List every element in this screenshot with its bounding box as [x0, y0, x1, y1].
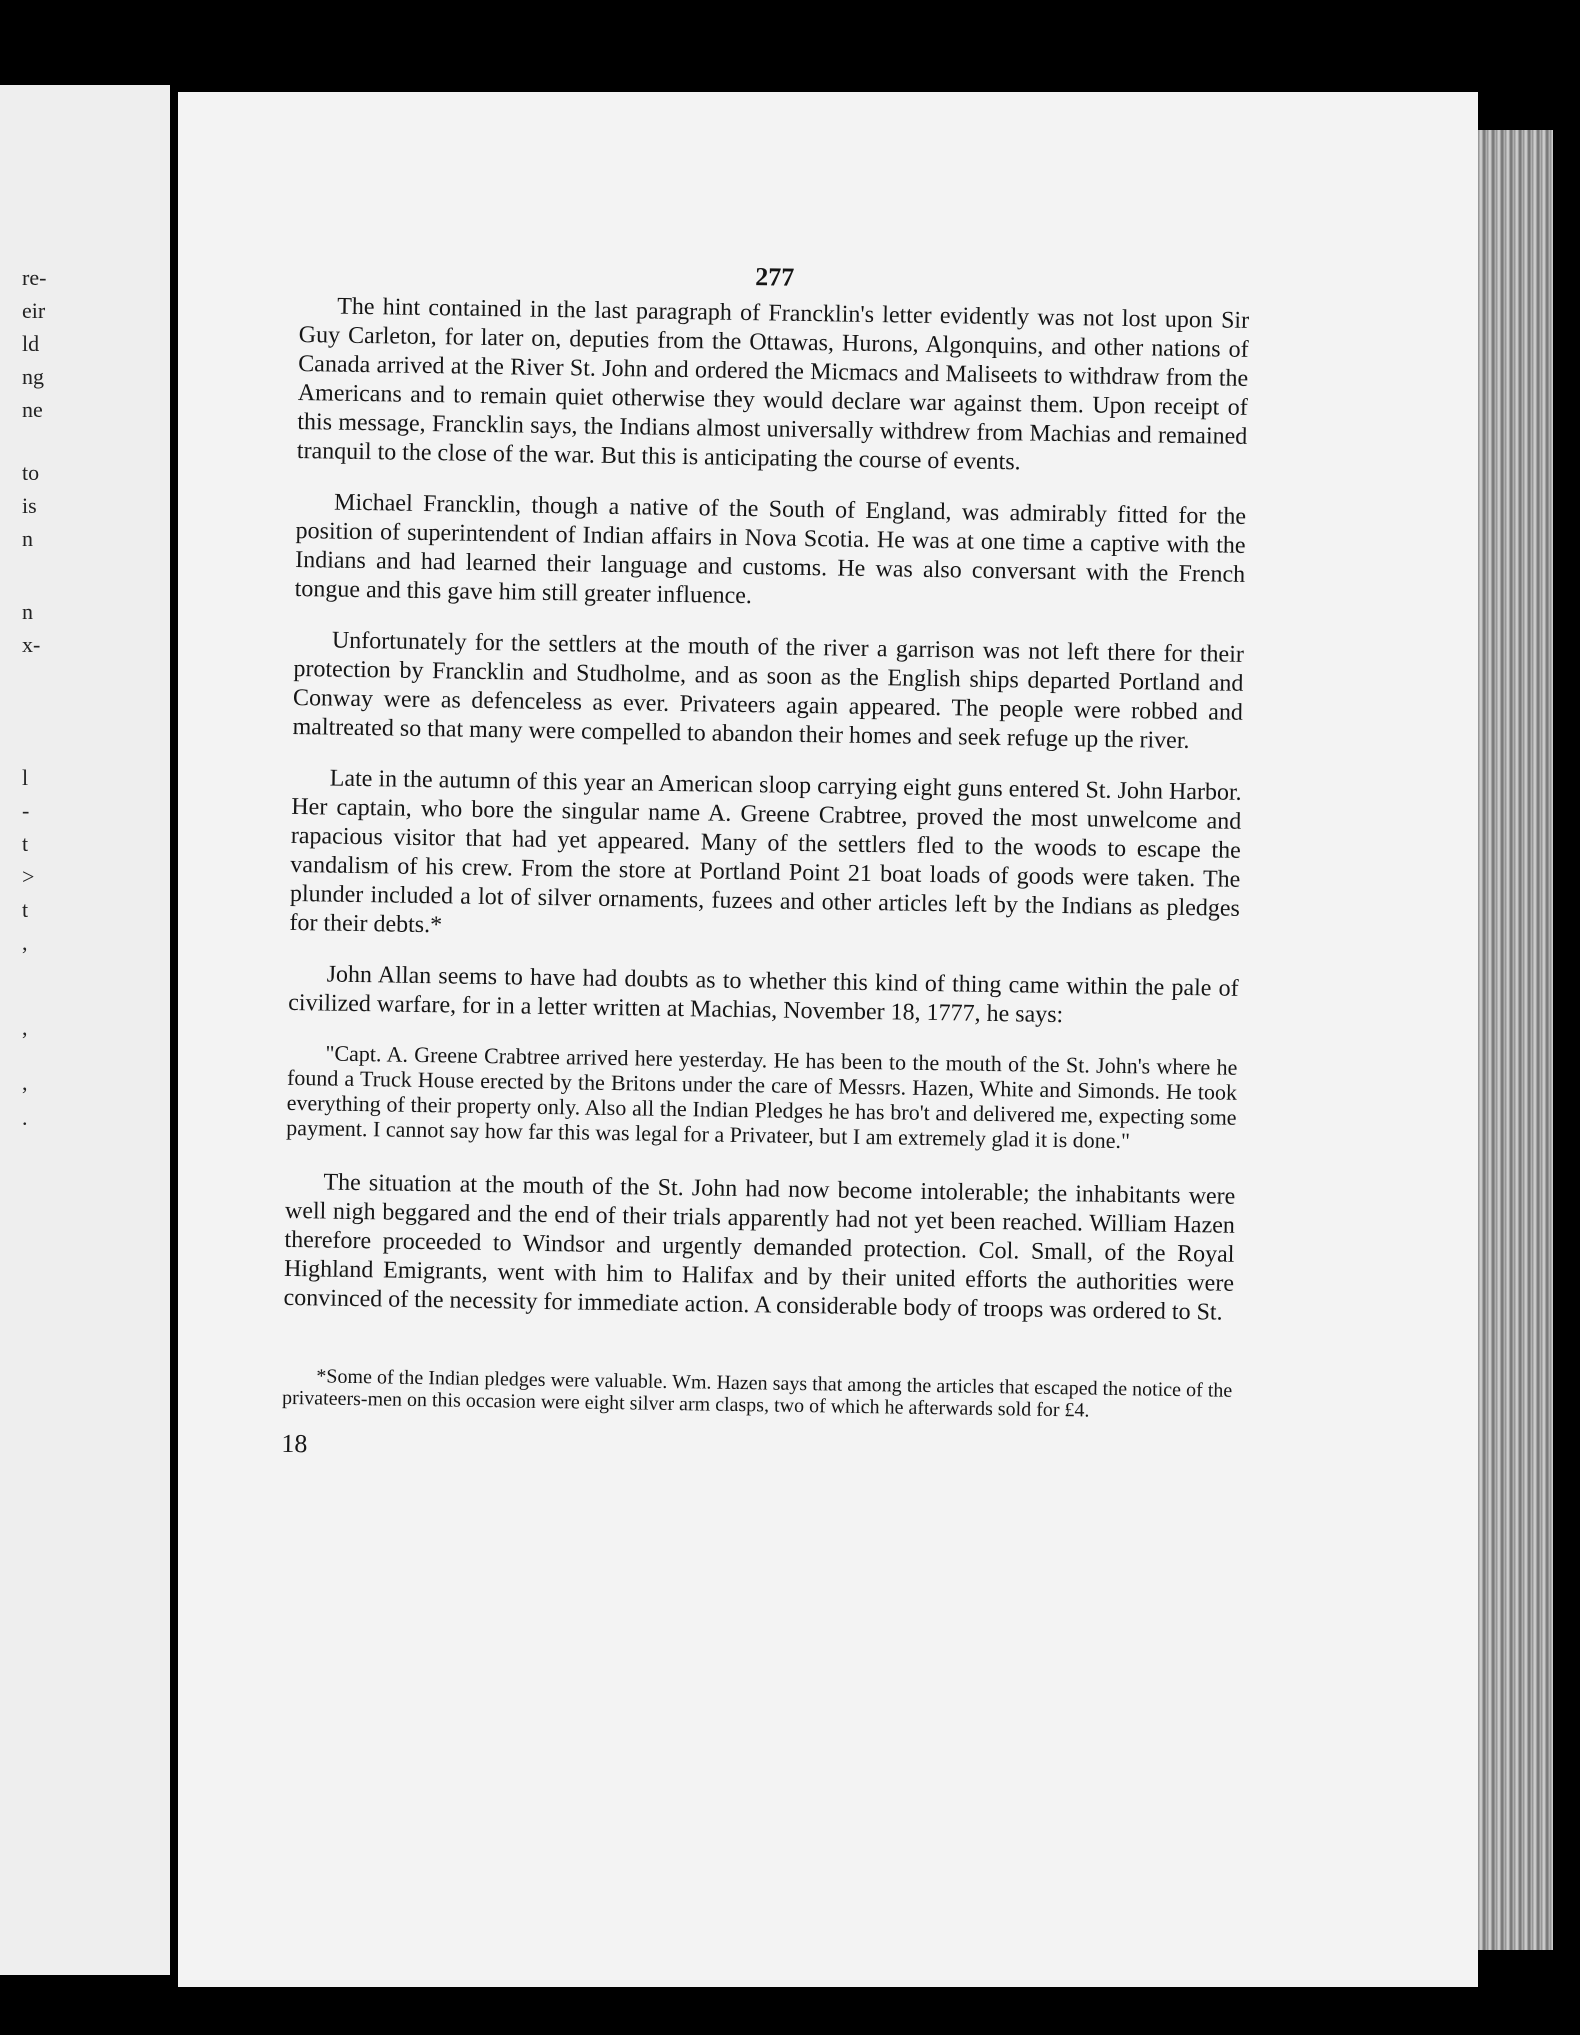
left-fragment: , — [22, 1015, 28, 1040]
block-quote: "Capt. A. Greene Crabtree arrived here yesterday. He has been to the mouth of the St. John's where he found a Truck House erected by the Britons under the care of Messrs. Hazen, White and Simonds. He took everything of their property only. Also all the Indian Pledges he has bro't and delivered me, expecting some payment. I cannot say how far this was legal for a Privateer, but I am extremely glad it is done." — [286, 1040, 1238, 1154]
left-fragment: l — [22, 765, 29, 790]
left-fragment: , — [22, 930, 28, 955]
left-fragment: re- — [22, 265, 47, 290]
left-fragment: ne — [22, 397, 43, 422]
page-number: 277 — [754, 262, 795, 292]
left-fragment: - — [22, 798, 30, 823]
left-page — [0, 85, 170, 1975]
left-fragment: is — [22, 493, 37, 518]
paragraph: Late in the autumn of this year an American sloop carrying eight guns entered St. John Harbor. Her captain, who bore the singular name A. Greene Crabtree, proved the most unwelcome and rapacious visitor that had yet appeared. Many of the settlers fled to the woods to escape the vandalism of his crew. From the store at Portland Point 21 boat loads of goods were taken. The plunder included a lot of silver ornaments, fuzees and other articles left by the Indians as pledges for their debts.* — [289, 765, 1242, 939]
left-fragment: eir — [22, 298, 46, 323]
book-page-edges — [1478, 130, 1553, 1950]
paragraph: Unfortunately for the settlers at the mouth of the river a garrison was not left there for their protection by Francklin and Studholme, and as soon as the English ships departed Portland and Conway were as defenceless as ever. Privateers again appeared. The people were robbed and maltreated so that many were compelled to abandon their homes and seek refuge up the river. — [292, 627, 1245, 755]
left-fragment: . — [22, 1105, 28, 1130]
left-fragment: ld — [22, 331, 40, 356]
footnote: *Some of the Indian pledges were valuable. Wm. Hazen says that among the articles that escaped the notice of the privateers-men on this occasion were eight silver arm clasps, two of which he afterwards sold for £4. — [281, 1365, 1233, 1422]
left-fragment: t — [22, 897, 29, 922]
paragraph: John Allan seems to have had doubts as to whether this kind of thing came within the pale of civilized warfare, for in a letter written at Machias, November 18, 1777, he says: — [288, 961, 1239, 1029]
left-fragment: n — [22, 599, 33, 624]
paragraph: The situation at the mouth of the St. John had now become intolerable; the inhabitants were well nigh beggared and the end of their trials apparently had not yet been reached. William Hazen therefore proceeded to Windsor and urgently demanded protection. Col. Small, of the Royal Highland Emigrants, went with him to Halifax and by their united efforts the authorities were convinced of the necessity for immediate action. A considerable body of troops was ordered to St. — [283, 1169, 1236, 1326]
signature-mark: 18 — [281, 1428, 308, 1459]
page-text-block — [281, 255, 1250, 1473]
left-fragment: t — [22, 831, 29, 856]
left-fragment: n — [22, 526, 33, 551]
paragraph: The hint contained in the last paragraph of Francklin's letter evidently was not lost upon Sir Guy Carleton, for later on, deputies from the Ottawas, Hurons, Algonquins, and other nations of Canada arrived at the River St. John and ordered the Micmacs and Maliseets to withdraw from the Americans and to remain quiet otherwise they would declare war against them. Upon receipt of this message, Francklin says, the Indians almost universally withdrew from Machias and remained tranquil to the close of the war. But this is anticipating the course of events. — [296, 293, 1250, 476]
paragraph: Michael Francklin, though a native of the South of England, was admirably fitted for the position of superintendent of Indian affairs in Nova Scotia. He was at one time a captive with the Indians and had learned their language and customs. He was also conversant with the French tongue and this gave him still greater influence. — [294, 489, 1247, 610]
left-fragment: , — [22, 1070, 28, 1095]
left-fragment: to — [22, 460, 40, 485]
left-fragment: > — [22, 864, 35, 889]
left-fragment: ng — [22, 364, 44, 389]
left-fragment: x- — [22, 632, 41, 657]
